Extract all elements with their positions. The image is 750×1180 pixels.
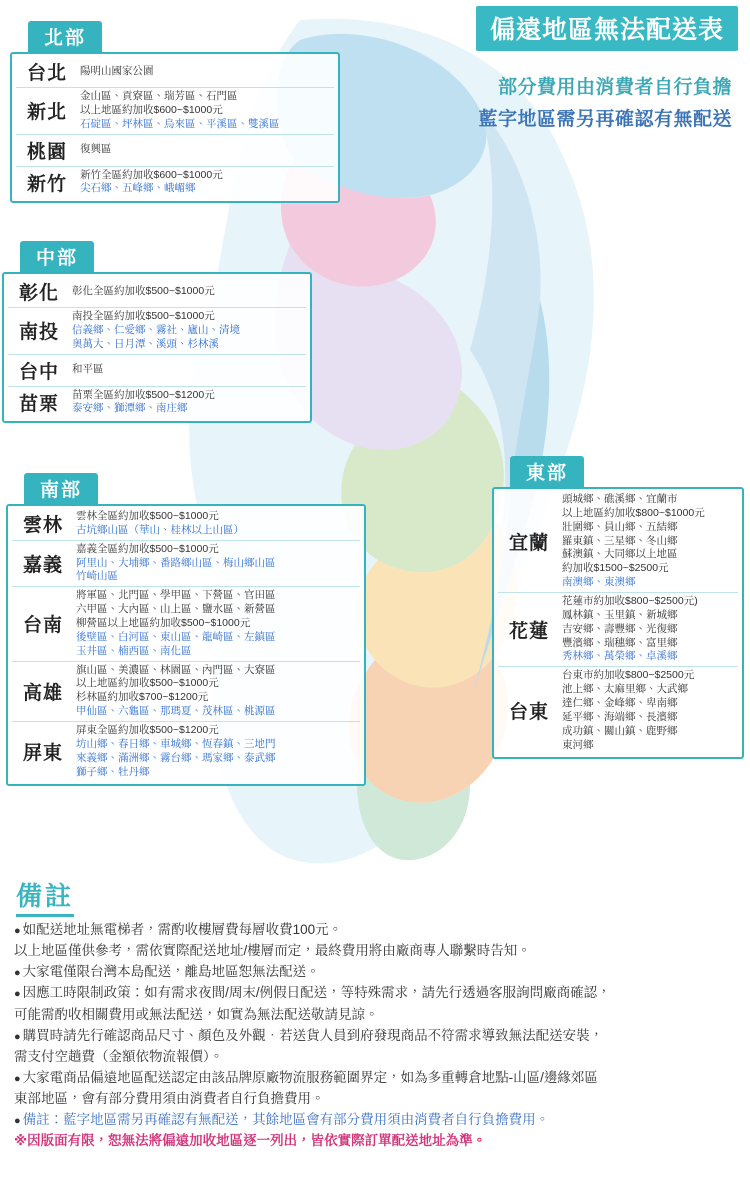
bullet-icon: ● [14,925,21,937]
detail-line: 彰化全區約加收$500~$1000元 [72,284,215,297]
remark-line [14,940,736,961]
remark-text: 需支付空趟費（金額依物流報價）。 [14,1048,224,1064]
table-row [8,354,306,386]
remark-text: 可能需酌收相關費用或無法配送，如實為無法配送敬請見諒。 [14,1006,379,1022]
detail-line: 頭城鄉、礁溪鄉、宜蘭市 [562,493,678,505]
table-row [8,386,306,418]
city-label: 南投 [8,308,70,355]
remark-text: 東部地區，會有部分費用須由消費者自行負擔費用。 [14,1090,325,1106]
detail-line-blue: 玉井區、楠西區、南化區 [76,644,192,657]
region-box-south [6,504,366,786]
city-label: 彰化 [18,283,59,304]
city-detail [70,354,306,386]
region-tab-south: 南部 [24,473,98,505]
detail-line-blue: 古坑鄉山區（華山、桂林以上山區） [76,523,244,536]
region-box-north [10,52,340,203]
bullet-icon: ● [14,967,21,980]
detail-line: 台東市約加收$800~$2500元 [562,669,695,682]
table-row [16,56,334,88]
city-label: 新北 [16,88,78,135]
table-row [12,540,360,587]
region-box-central [2,272,312,423]
table-row [8,276,306,308]
region-box-east [492,487,744,759]
city-detail [74,587,360,661]
detail-line: 以上地區約加收$600~$1000元 [80,103,223,116]
table-row [16,88,334,135]
table-row [12,661,360,721]
city-detail [78,56,334,88]
city-detail [560,667,738,755]
city-label: 桃園 [16,134,78,166]
city-label: 台中 [8,354,70,386]
city-detail [70,386,306,418]
detail-line-blue: 信義鄉、仁愛鄉、霧社、廬山、清境 [72,323,240,336]
region-block-north [10,20,340,203]
remark-line [14,1067,736,1088]
detail-line: 新竹全區約加收$600~$1000元 [80,168,223,181]
detail-line-blue: 秀林鄉、萬榮鄉、卓溪鄉 [562,650,678,663]
detail-line-blue: 來義鄉、滿洲鄉、霧台鄉、瑪家鄉、泰武鄉 [76,751,276,764]
bullet-icon: ● [14,1114,21,1127]
detail-line: 杉林區約加收$700~$1200元 [76,691,209,704]
city-detail [560,491,738,593]
remark-text: 如配送地址無電梯者，需酌收樓層費每層收費100元。 [22,922,343,937]
bullet-icon: ● [14,1072,21,1085]
detail-line-blue: 坊山鄉、春日鄉、車城鄉、恆春鎮、三地門 [76,737,276,750]
detail-line-blue: 南澳鄉、東澳鄉 [562,576,636,589]
detail-line-blue: 石碇區、坪林區、烏來區、平溪區、雙溪區 [80,117,280,130]
remark-line [14,919,736,940]
detail-line: 金山區、貢寮區、瑞芳區、石門區 [80,90,238,102]
detail-line: 吉安鄉、壽豐鄉、光復鄉 [562,622,678,635]
bullet-icon: ● [14,1030,21,1043]
table-row [498,667,738,755]
remark-line [14,1004,736,1025]
detail-line: 將軍區、北門區、學甲區、下營區、官田區 [76,589,276,602]
detail-line: 苗栗全區約加收$500~$1200元 [72,388,215,401]
detail-line-blue: 後壁區、白河區、東山區、龍崎區、左鎮區 [76,630,276,643]
remark-text: 以上地區僅供參考，需依實際配送地址/樓層而定，最終費用將由廠商專人聯繫時告知。 [14,943,531,959]
subtitle-blue-note: 藍字地區需另再確認有無配送 [478,109,732,130]
city-detail [74,722,360,782]
detail-line: 陽明山國家公園 [80,64,154,77]
city-label: 台東 [498,667,560,755]
detail-line: 豐濱鄉、瑞穗鄉、富里鄉 [562,636,678,649]
table-row [12,508,360,540]
detail-line: 雲林全區約加收$500~$1000元 [76,510,219,522]
city-label: 苗栗 [8,386,70,418]
city-label: 新竹 [16,166,78,198]
detail-line: 約加收$1500~$2500元 [562,562,669,575]
remark-text: 因應工時限制政策：如有需求夜間/周末/例假日配送，等特殊需求，請先行透過客服詢問廠商確認， [22,985,611,1001]
page-title: 偏遠地區無法配送表 [476,6,738,51]
region-tab-central: 中部 [20,241,94,273]
detail-line-blue: 阿里山、大埔鄉、番路鄉山區、梅山鄉山區 [76,556,276,569]
detail-line: 屏東全區約加收$500~$1200元 [76,724,219,737]
region-tab-east: 東部 [510,456,584,488]
city-detail [74,508,360,540]
detail-line-blue: 竹崎山區 [76,570,118,583]
detail-line: 和平區 [72,363,104,376]
table-row [16,134,334,166]
table-row [12,722,360,782]
detail-line: 成功鎮、關山鎮、鹿野鄉 [562,724,678,737]
region-block-south [6,472,366,786]
remark-line [14,961,736,982]
detail-line: 羅東鎮、三星鄉、冬山鄉 [562,534,678,547]
detail-line: 達仁鄉、金峰鄉、卑南鄉 [562,697,678,710]
detail-line-blue: 泰安鄉、獅潭鄉、南庄鄉 [72,402,188,415]
detail-line: 柳營區以上地區約加收$500~$1000元 [76,617,251,630]
region-block-central [2,240,312,423]
city-label: 花蓮 [498,593,560,667]
detail-line: 以上地區約加收$500~$1000元 [76,677,219,690]
city-detail [70,308,306,355]
city-label: 屏東 [12,722,74,782]
remark-line-final [14,1130,736,1151]
city-detail [78,88,334,135]
region-block-east [492,455,744,759]
remarks-title: 備註 [16,876,74,917]
city-label: 高雄 [12,661,74,721]
detail-line-blue: 尖石鄉、五峰鄉、峨嵋鄉 [80,182,196,195]
city-detail [78,134,334,166]
remark-line [14,1088,736,1109]
city-detail [70,276,306,308]
detail-line: 延平鄉、海端鄉、長濱鄉 [562,710,678,723]
city-label: 台北 [26,63,67,84]
detail-line: 壯圍鄉、員山鄉、五結鄉 [562,520,678,533]
table-row [498,491,738,593]
remarks-section [0,876,750,1151]
remark-line [14,1025,736,1046]
city-detail [560,593,738,667]
city-detail [78,166,334,198]
remark-text: ※因版面有限，恕無法將偏遠加收地區逐一列出，皆依實際訂單配送地址為準。 [14,1133,487,1149]
detail-line-blue: 奧萬大、日月潭、溪頭、杉林溪 [72,337,219,350]
remark-text: 購買時請先行確認商品尺寸、顏色及外觀．若送貨人員到府發現商品不符需求導致無法配送安裝， [22,1027,604,1043]
table-row [498,593,738,667]
city-label: 嘉義 [12,540,74,587]
detail-line: 復興區 [80,143,112,156]
city-detail [74,540,360,587]
detail-line: 南投全區約加收$500~$1000元 [72,310,215,322]
detail-line: 六甲區、大內區、山上區、鹽水區、新營區 [76,603,276,616]
detail-line: 花蓮市約加收$800~$2500元) [562,595,698,608]
remark-line-note [14,1109,736,1130]
detail-line: 旗山區、美濃區、林園區、內門區、大寮區 [76,663,276,676]
remark-text: 大家電商品偏遠地區配送認定由該品牌原廠物流服務範圍界定，如為多重轉倉地點-山區/邊緣郊區 [22,1069,598,1085]
subtitle-fee-note: 部分費用由消費者自行負擔 [497,77,732,98]
table-row [16,166,334,198]
detail-line: 東河鄉 [562,738,594,751]
bullet-icon: ● [14,988,21,1001]
detail-line: 嘉義全區約加收$500~$1000元 [76,542,219,555]
table-row [12,587,360,661]
region-tab-north: 北部 [28,21,102,53]
remark-text: 大家電僅限台灣本島配送，離島地區恕無法配送。 [22,964,320,980]
city-label: 宜蘭 [508,533,549,554]
remark-line [14,982,736,1003]
detail-line-blue: 甲仙區、六龜區、那瑪夏、茂林區、桃源區 [76,705,276,718]
detail-line: 鳳林鎮、玉里鎮、新城鄉 [562,608,678,621]
detail-line: 以上地區約加收$800~$1000元 [562,506,705,519]
detail-line: 池上鄉、太麻里鄉、大武鄉 [562,683,688,696]
detail-line-blue: 獅子鄉、牡丹鄉 [76,765,150,778]
remark-text: 備註：藍字地區需另再確認有無配送，其餘地區會有部分費用須由消費者自行負擔費用。 [22,1111,550,1127]
table-row [8,308,306,355]
city-label: 台南 [12,587,74,661]
remark-line [14,1046,736,1067]
detail-line: 蘇澳鎮、大同鄉以上地區 [562,548,678,561]
city-detail [74,661,360,721]
city-label: 雲林 [22,515,63,537]
